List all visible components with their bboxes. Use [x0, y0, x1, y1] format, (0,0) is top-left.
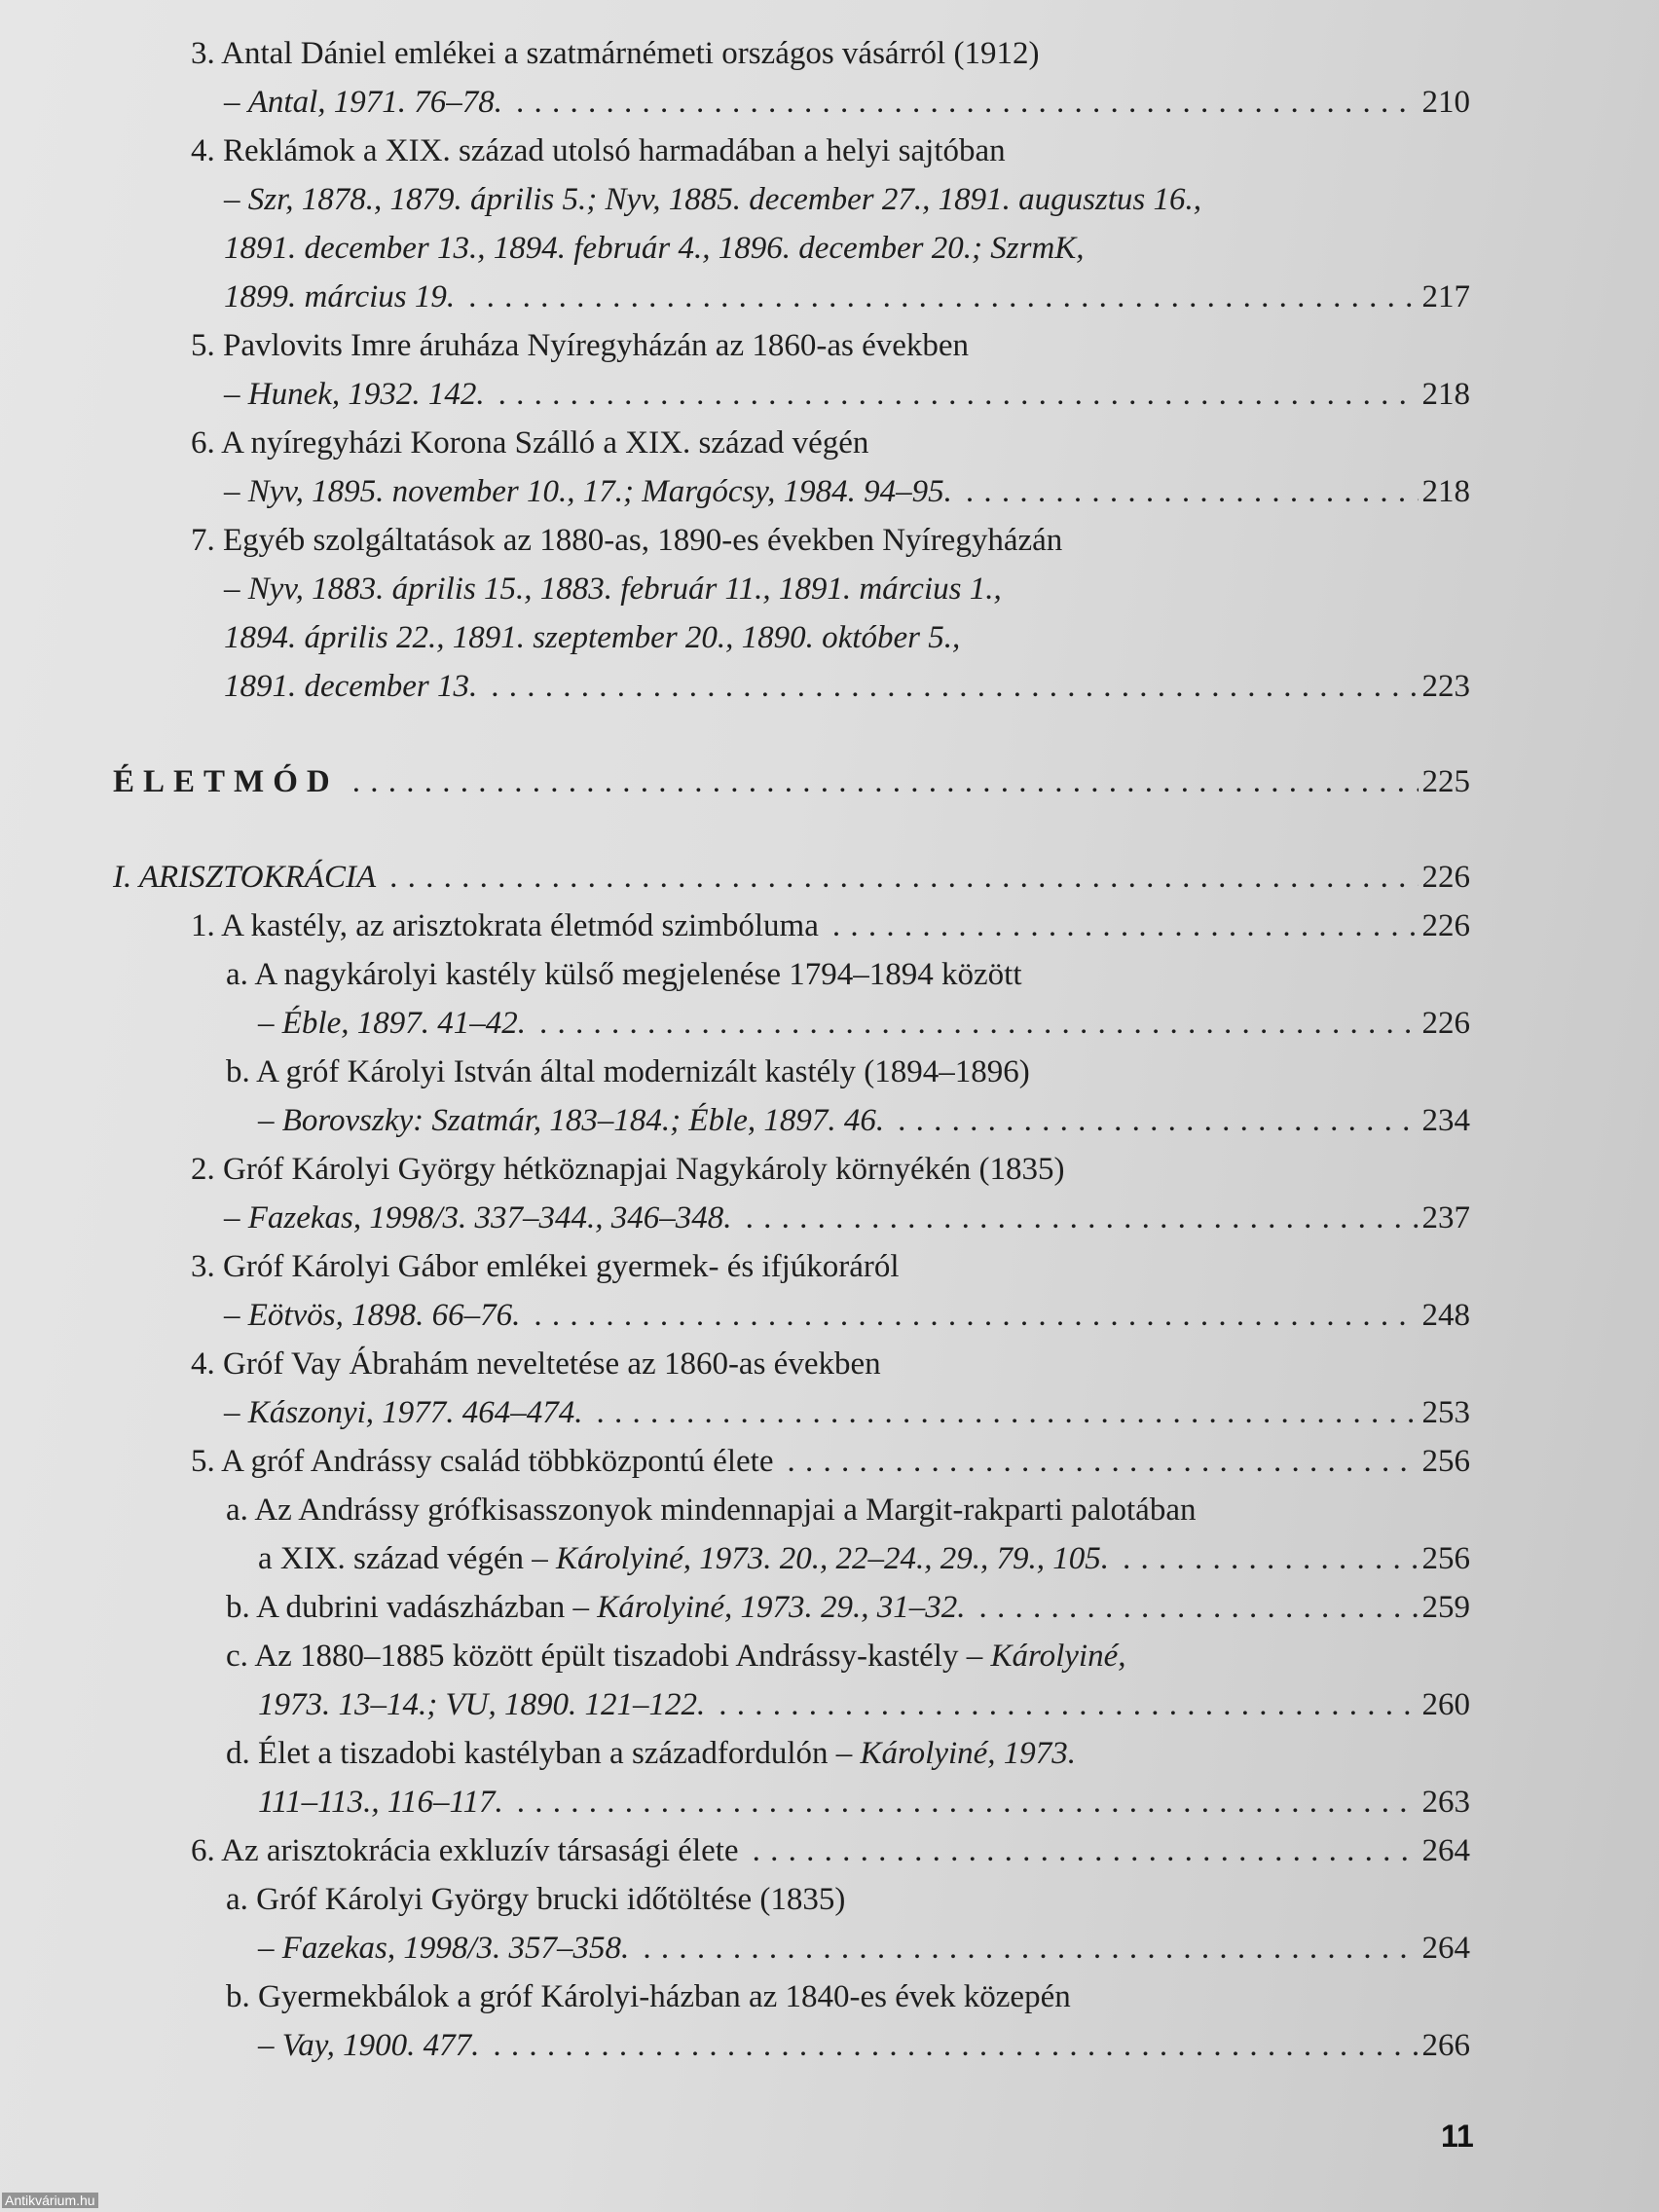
toc-entry-line: [0, 1096, 1470, 1145]
toc-entry-text: [191, 29, 1039, 78]
toc-page-number: 266: [1421, 2028, 1470, 2063]
citation-text: Kászonyi, 1977. 464–474.: [247, 1395, 583, 1430]
dot-leader: [468, 273, 1418, 321]
toc-entry-line: [0, 1972, 1470, 2021]
toc-entry-text: [258, 1680, 705, 1729]
toc-entry-text: [224, 370, 485, 419]
citation-text: 111–113., 116–117.: [258, 1785, 503, 1820]
toc-entry-line: [0, 853, 1470, 902]
toc-entry-line: [0, 902, 1470, 950]
toc-entry-line: [0, 1145, 1470, 1194]
title-text: 6. A nyíregyházi Korona Szálló a XIX. század végén: [191, 425, 869, 461]
toc-page-number: 226: [1421, 1006, 1470, 1041]
title-text: 1. A kastély, az arisztokrata életmód szimbóluma: [191, 908, 819, 943]
toc-entry-line: [0, 516, 1470, 565]
citation-text: Károlyiné, 1973.: [860, 1736, 1077, 1771]
toc-entry-line: [0, 1583, 1470, 1632]
toc-page-number: 218: [1421, 474, 1470, 509]
toc-page-number: 248: [1421, 1298, 1470, 1333]
title-text: –: [224, 1395, 248, 1430]
title-text: b. Gyermekbálok a gróf Károlyi-házban az 1840-es évek közepén: [226, 1979, 1071, 2014]
title-text: 3. Antal Dániel emlékei a szatmárnémeti országos vásárról (1912): [191, 36, 1040, 71]
toc-entry-text: [191, 321, 969, 370]
toc-entry-line: [0, 1340, 1470, 1388]
toc-entry-text: [113, 757, 339, 806]
title-text: –: [258, 1931, 282, 1966]
toc-section-heading: [0, 757, 1470, 806]
toc-entry-line: [0, 613, 1470, 662]
toc-entry-text: [258, 999, 526, 1048]
title-text: 5. A gróf Andrássy család többközpontú élete: [191, 1444, 774, 1479]
citation-text: Károlyiné, 1973. 29., 31–32.: [597, 1590, 966, 1625]
toc-entry-line: [0, 1875, 1470, 1924]
citation-text: Eötvös, 1898. 66–76.: [247, 1298, 521, 1333]
toc-page-number: 226: [1421, 860, 1470, 895]
title-text: 4. Reklámok a XIX. század utolsó harmadában a helyi sajtóban: [191, 133, 1006, 168]
title-text: –: [224, 474, 248, 509]
title-text: c. Az 1880–1885 között épült tiszadobi Andrássy-kastély –: [226, 1639, 991, 1674]
toc-entry-line: [0, 565, 1470, 613]
toc-entry-line: [0, 175, 1470, 224]
toc-entry-line: [0, 1778, 1470, 1826]
title-text: –: [224, 182, 248, 217]
toc-entry-text: [224, 613, 960, 662]
dot-leader: [534, 1291, 1418, 1340]
dot-leader: [753, 1826, 1419, 1875]
toc-entry-text: [113, 853, 376, 902]
page-number: 11: [1441, 2119, 1474, 2154]
citation-text: 1899. március 19.: [224, 279, 456, 314]
toc-page-number: 218: [1421, 377, 1470, 412]
citation-text: Borovszky: Szatmár, 183–184.; Éble, 1897. 46.: [281, 1103, 885, 1138]
toc-entry-line: [0, 1437, 1470, 1486]
toc-entry-line: [0, 1242, 1470, 1291]
toc-entry-line: [0, 224, 1470, 273]
toc-entry-text: [224, 565, 1002, 613]
toc-entry-line: [0, 1680, 1470, 1729]
toc-entry-text: [226, 950, 1022, 999]
toc-entry-text: [191, 1437, 773, 1486]
toc-entry-text: [224, 1291, 520, 1340]
citation-text: Nyv, 1895. november 10., 17.; Margócsy, 1984. 94–95.: [247, 474, 952, 509]
toc-entry-text: [191, 419, 868, 467]
dot-leader: [539, 999, 1419, 1048]
toc-entry-text: [191, 127, 1006, 175]
dot-leader: [493, 2021, 1418, 2070]
citation-text: Antal, 1971. 76–78.: [247, 85, 502, 120]
toc-entry-line: [0, 999, 1470, 1048]
toc-entry-text: [226, 1972, 1071, 2021]
title-text: 3. Gróf Károlyi Gábor emlékei gyermek- és ifjúkoráról: [191, 1249, 900, 1284]
dot-leader: [1123, 1534, 1418, 1583]
toc-entry-line: [0, 1924, 1470, 1972]
title-text: –: [224, 85, 248, 120]
toc-entry-line: [0, 273, 1470, 321]
dot-leader: [352, 757, 1419, 806]
citation-text: Szr, 1878., 1879. április 5.; Nyv, 1885. december 27., 1891. augusztus 16.,: [247, 182, 1202, 217]
toc-entry-text: [258, 1924, 629, 1972]
title-text: 4. Gróf Vay Ábrahám neveltetése az 1860-as években: [191, 1346, 881, 1382]
toc-page-number: 210: [1421, 85, 1470, 120]
toc-entry-line: [0, 1291, 1470, 1340]
dot-leader: [597, 1388, 1419, 1437]
table-of-contents: [0, 29, 1659, 2070]
toc-entry-text: [224, 78, 502, 127]
title-text: 6. Az arisztokrácia exkluzív társasági élete: [191, 1833, 739, 1868]
title-text: –: [258, 2028, 282, 2063]
citation-text: Éble, 1897. 41–42.: [281, 1006, 526, 1041]
toc-page-number: 217: [1421, 279, 1470, 314]
toc-page-number: 225: [1421, 764, 1470, 799]
citation-text: 1891. december 13., 1894. február 4., 1896. december 20.; SzrmK,: [224, 231, 1085, 266]
dot-leader: [979, 1583, 1419, 1632]
citation-text: Nyv, 1883. április 15., 1883. február 11., 1891. március 1.,: [247, 571, 1002, 607]
citation-text: 1891. december 13.: [224, 669, 478, 704]
toc-entry-line: [0, 950, 1470, 999]
toc-entry-text: [226, 1048, 1030, 1096]
dot-leader: [966, 467, 1419, 516]
toc-page-number: 264: [1421, 1833, 1470, 1868]
citation-text: Fazekas, 1998/3. 337–344., 346–348.: [247, 1200, 732, 1235]
toc-entry-text: [191, 1242, 900, 1291]
toc-entry-text: [258, 1534, 1109, 1583]
toc-entry-text: [191, 516, 1062, 565]
dot-leader: [491, 662, 1418, 711]
toc-entry-text: [224, 175, 1201, 224]
toc-entry-text: [258, 2021, 479, 2070]
toc-entry-text: [226, 1486, 1196, 1534]
title-text: a. Az Andrássy grófkisasszonyok mindennapjai a Margit-rakparti palotában: [226, 1493, 1197, 1528]
toc-entry-text: [224, 662, 477, 711]
dot-leader: [498, 370, 1419, 419]
toc-entry-line: [0, 29, 1470, 78]
title-text: –: [224, 1200, 248, 1235]
title-text: –: [258, 1006, 282, 1041]
toc-entry-line: [0, 1048, 1470, 1096]
toc-entry-text: [226, 1632, 1125, 1680]
toc-entry-text: [191, 1145, 1064, 1194]
toc-page-number: 226: [1421, 908, 1470, 943]
toc-page-number: 264: [1421, 1931, 1470, 1966]
citation-text: 1894. április 22., 1891. szeptember 20., 1890. október 5.,: [224, 620, 961, 655]
toc-entry-text: [226, 1875, 845, 1924]
toc-entry-line: [0, 370, 1470, 419]
dot-leader: [898, 1096, 1418, 1145]
toc-entry-line: [0, 1632, 1470, 1680]
toc-entry-text: [224, 273, 455, 321]
title-text: –: [224, 1298, 248, 1333]
toc-page-number: 253: [1421, 1395, 1470, 1430]
title-text: 5. Pavlovits Imre áruháza Nyíregyházán az 1860-as években: [191, 328, 970, 363]
title-text: ÉLETMÓD: [113, 764, 339, 799]
toc-entry-text: [224, 1388, 583, 1437]
toc-entry-line: [0, 1534, 1470, 1583]
title-text: b. A dubrini vadászházban –: [226, 1590, 598, 1625]
title-text: 2. Gróf Károlyi György hétköznapjai Nagykároly környékén (1835): [191, 1152, 1065, 1187]
citation-text: I. ARISZTOKRÁCIA: [113, 860, 377, 895]
toc-page-number: 263: [1421, 1785, 1470, 1820]
toc-entry-line: [0, 1486, 1470, 1534]
title-text: –: [258, 1103, 282, 1138]
citation-text: Fazekas, 1998/3. 357–358.: [281, 1931, 630, 1966]
toc-entry-line: [0, 2021, 1470, 2070]
title-text: a. Gróf Károlyi György brucki időtöltése (1835): [226, 1882, 846, 1917]
toc-page-number: 260: [1421, 1687, 1470, 1722]
dot-leader: [643, 1924, 1418, 1972]
toc-page-number: 234: [1421, 1103, 1470, 1138]
toc-entry-line: [0, 467, 1470, 516]
toc-page-number: 237: [1421, 1200, 1470, 1235]
citation-text: Hunek, 1932. 142.: [247, 377, 485, 412]
toc-entry-line: [0, 1826, 1470, 1875]
dot-leader: [517, 1778, 1419, 1826]
citation-text: Károlyiné,: [990, 1639, 1126, 1674]
toc-page-number: 259: [1421, 1590, 1470, 1625]
toc-entry-text: [191, 1340, 881, 1388]
dot-leader: [832, 902, 1419, 950]
citation-text: Károlyiné, 1973. 20., 22–24., 29., 79., 105.: [556, 1541, 1110, 1576]
toc-entry-text: [224, 467, 952, 516]
title-text: a. A nagykárolyi kastély külső megjelenése 1794–1894 között: [226, 957, 1022, 992]
title-text: a XIX. század végén –: [258, 1541, 557, 1576]
dot-leader: [746, 1194, 1419, 1242]
toc-page-number: 256: [1421, 1541, 1470, 1576]
title-text: 7. Egyéb szolgáltatások az 1880-as, 1890-es években Nyíregyházán: [191, 523, 1063, 558]
title-text: d. Élet a tiszadobi kastélyban a századfordulón –: [226, 1736, 861, 1771]
watermark: Antikvárium.hu: [2, 2193, 98, 2208]
dot-leader: [389, 853, 1418, 902]
citation-text: Vay, 1900. 477.: [281, 2028, 480, 2063]
title-text: –: [224, 377, 248, 412]
dot-leader: [719, 1680, 1418, 1729]
toc-entry-text: [191, 1826, 739, 1875]
toc-entry-text: [226, 1729, 1076, 1778]
toc-entry-text: [224, 224, 1085, 273]
title-text: b. A gróf Károlyi István által modernizált kastély (1894–1896): [226, 1054, 1030, 1089]
dot-leader: [516, 78, 1419, 127]
title-text: –: [224, 571, 248, 607]
toc-entry-text: [226, 1583, 966, 1632]
dot-leader: [787, 1437, 1418, 1486]
toc-entry-line: [0, 419, 1470, 467]
toc-page-number: 223: [1421, 669, 1470, 704]
toc-entry-line: [0, 127, 1470, 175]
toc-entry-text: [258, 1778, 503, 1826]
toc-entry-text: [224, 1194, 732, 1242]
toc-entry-line: [0, 1729, 1470, 1778]
toc-entry-text: [258, 1096, 884, 1145]
citation-text: 1973. 13–14.; VU, 1890. 121–122.: [258, 1687, 706, 1722]
toc-entry-line: [0, 1194, 1470, 1242]
toc-entry-line: [0, 1388, 1470, 1437]
toc-entry-line: [0, 78, 1470, 127]
toc-page-number: 256: [1421, 1444, 1470, 1479]
toc-entry-text: [191, 902, 819, 950]
toc-entry-line: [0, 662, 1470, 711]
toc-entry-line: [0, 321, 1470, 370]
